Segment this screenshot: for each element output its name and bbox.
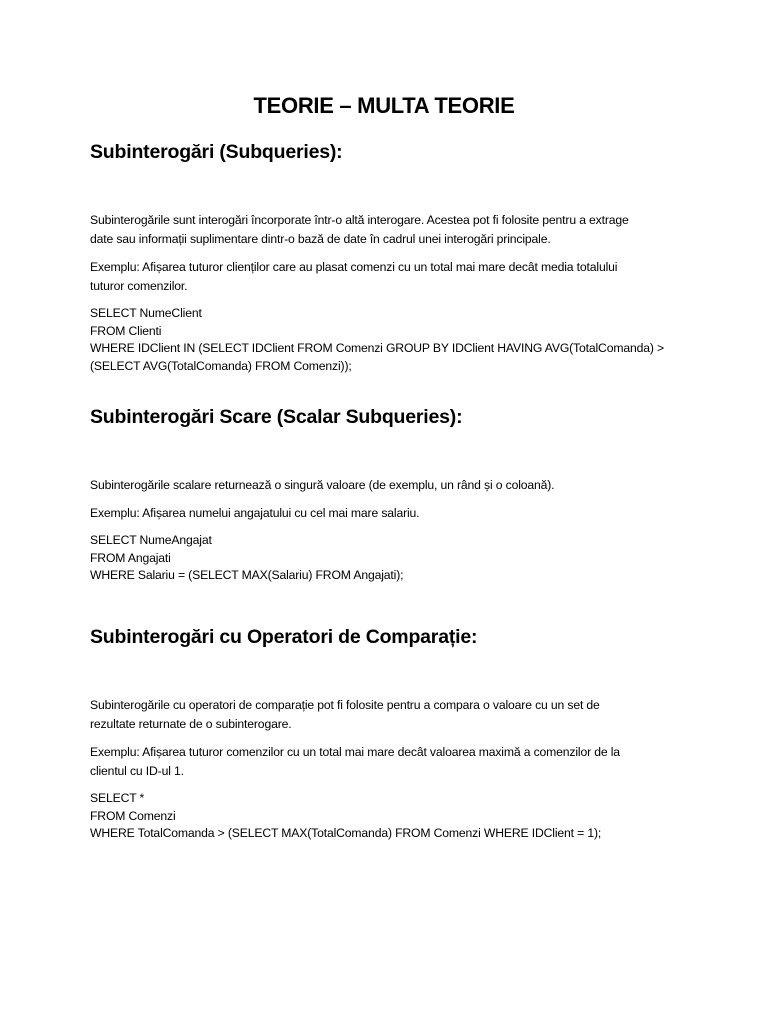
description-line: Subinterogările scalare returnează o singură valoare (de exemplu, un rând și o coloană). [90,478,555,492]
example-line: clientul cu ID-ul 1. [90,764,184,778]
section-subqueries [90,139,690,375]
code-line: WHERE Salariu = (SELECT MAX(Salariu) FROM Angajati); [90,568,404,582]
section-heading: Subinterogări (Subqueries): [90,141,343,163]
code-line: SELECT * [90,791,145,805]
example-line: Exemplu: Afișarea tuturor clienților care au plasat comenzi cu un total mai mare decât media totalului [90,260,618,274]
code-line: FROM Comenzi [90,808,176,823]
section-scalar-subqueries [90,404,690,585]
code-line: WHERE TotalComanda > (SELECT MAX(TotalComanda) FROM Comenzi WHERE IDClient = 1); [90,826,602,840]
code-line: FROM Angajati [90,550,171,565]
code-line: SELECT NumeClient [90,306,202,320]
example-line: tuturor comenzilor. [90,279,188,293]
section-heading: Subinterogări Scare (Scalar Subqueries): [90,406,463,428]
example-line: Exemplu: Afișarea numelui angajatului cu cel mai mare salariu. [90,506,420,520]
description-line: date sau informații suplimentare dintr-o bază de date în cadrul unei interogări principale. [90,232,551,246]
document-title: TEORIE – MULTA TEORIE [253,93,515,118]
code-line: WHERE IDClient IN (SELECT IDClient FROM Comenzi GROUP BY IDClient HAVING AVG(TotalComanda) > [90,341,664,355]
description-line: Subinterogările cu operatori de comparație pot fi folosite pentru a compara o valoare cu un set de [90,698,600,712]
code-line: SELECT NumeAngajat [90,533,212,547]
code-line: FROM Clienti [90,323,162,338]
section-comparison-operators [90,624,690,843]
section-heading: Subinterogări cu Operatori de Comparație: [90,626,478,648]
code-line: (SELECT AVG(TotalComanda) FROM Comenzi)); [90,358,352,373]
example-line: Exemplu: Afișarea tuturor comenzilor cu un total mai mare decât valoarea maximă a comenzilor de la [90,745,620,759]
description-line: Subinterogările sunt interogări încorporate într-o altă interogare. Acestea pot fi folosite pentru a extrage [90,213,629,227]
description-line: rezultate returnate de o subinterogare. [90,717,292,731]
